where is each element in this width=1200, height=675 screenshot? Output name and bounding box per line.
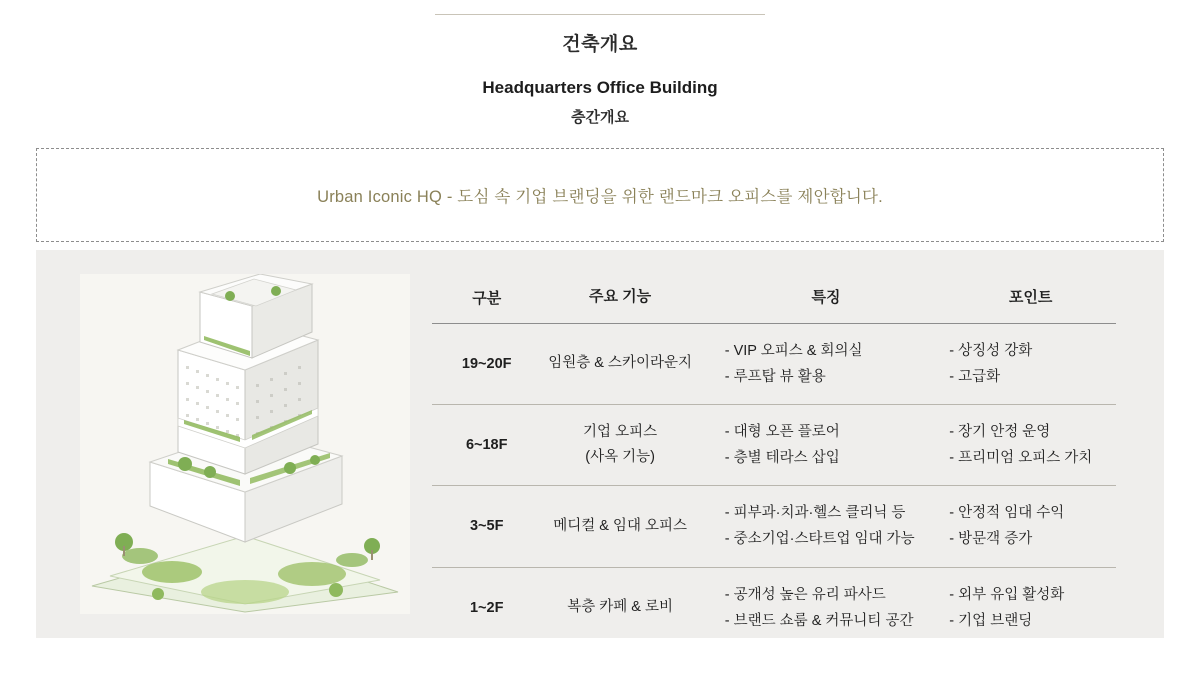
table-body	[432, 324, 1116, 648]
cell-floor: 1~2F	[469, 599, 504, 616]
building-illustration-svg	[80, 274, 410, 614]
cell-function	[541, 486, 698, 567]
building-illustration	[80, 274, 410, 614]
cell-features	[699, 486, 932, 567]
column-header-points: 포인트	[931, 278, 1116, 324]
point-line: - 고급화	[949, 369, 1001, 386]
cell-function	[541, 405, 698, 486]
point-line: - 안정적 임대 수익	[949, 505, 1065, 522]
function-line: 임원층 & 스카이라운지	[548, 355, 692, 372]
point-line: - 장기 안정 운영	[949, 424, 1051, 441]
feature-line: - 피부과·치과·헬스 클리닉 등	[724, 505, 906, 522]
page-title: 건축개요	[562, 34, 638, 55]
feature-line: - 층별 테라스 삽입	[724, 450, 840, 467]
table-row	[432, 405, 1116, 486]
page-subtitle-en: Headquarters Office Building	[482, 78, 718, 97]
function-line: 복층 카페 & 로비	[567, 598, 673, 615]
table-header-row	[432, 278, 1116, 324]
page-header	[0, 0, 1200, 127]
cell-function	[541, 567, 698, 648]
header-divider	[435, 14, 765, 15]
table-row	[432, 567, 1116, 648]
concept-banner-text: Urban Iconic HQ - 도심 속 기업 브랜딩을 위한 랜드마크 오피스를 제안합니다.	[317, 188, 883, 206]
cell-features	[699, 324, 932, 405]
feature-line: - 대형 오픈 플로어	[724, 424, 840, 441]
cell-floor: 19~20F	[432, 324, 541, 405]
column-header-floor: 구분	[432, 278, 541, 324]
concept-banner	[36, 148, 1164, 242]
feature-line: - 루프탑 뷰 활용	[724, 369, 826, 386]
floor-spec-table	[432, 278, 1116, 648]
cell-points	[931, 324, 1116, 405]
cell-points	[931, 567, 1116, 648]
cell-floor: 6~18F	[432, 405, 541, 486]
table-head	[432, 278, 1116, 324]
feature-line: - 중소기업·스타트업 임대 가능	[724, 531, 915, 548]
feature-line: - 공개성 높은 유리 파사드	[724, 586, 886, 603]
cell-points	[931, 405, 1116, 486]
function-line: (사옥 기능)	[585, 449, 655, 466]
table-row	[432, 324, 1116, 405]
table-row	[432, 486, 1116, 567]
content-panel	[36, 250, 1164, 638]
column-header-function: 주요 기능	[541, 278, 698, 324]
feature-line: - VIP 오피스 & 회의실	[724, 343, 863, 359]
function-line: 기업 오피스	[583, 423, 658, 440]
point-line: - 프리미엄 오피스 가치	[949, 450, 1093, 467]
cell-features	[699, 405, 932, 486]
cell-features	[699, 567, 932, 648]
function-line: 메디컬 & 임대 오피스	[553, 517, 687, 534]
point-line: - 상징성 강화	[949, 343, 1033, 359]
cell-floor: 3~5F	[432, 486, 541, 567]
cell-points	[931, 486, 1116, 567]
point-line: - 방문객 증가	[949, 531, 1033, 548]
point-line: - 기업 브랜딩	[949, 612, 1033, 629]
page-subtitle-ko: 층간개요	[571, 109, 629, 126]
floor-spec-table-wrap	[432, 278, 1116, 648]
point-line: - 외부 유입 활성화	[949, 586, 1065, 603]
cell-function	[541, 324, 698, 405]
column-header-features: 특징	[699, 278, 932, 324]
feature-line: - 브랜드 쇼룸 & 커뮤니티 공간	[724, 612, 914, 629]
